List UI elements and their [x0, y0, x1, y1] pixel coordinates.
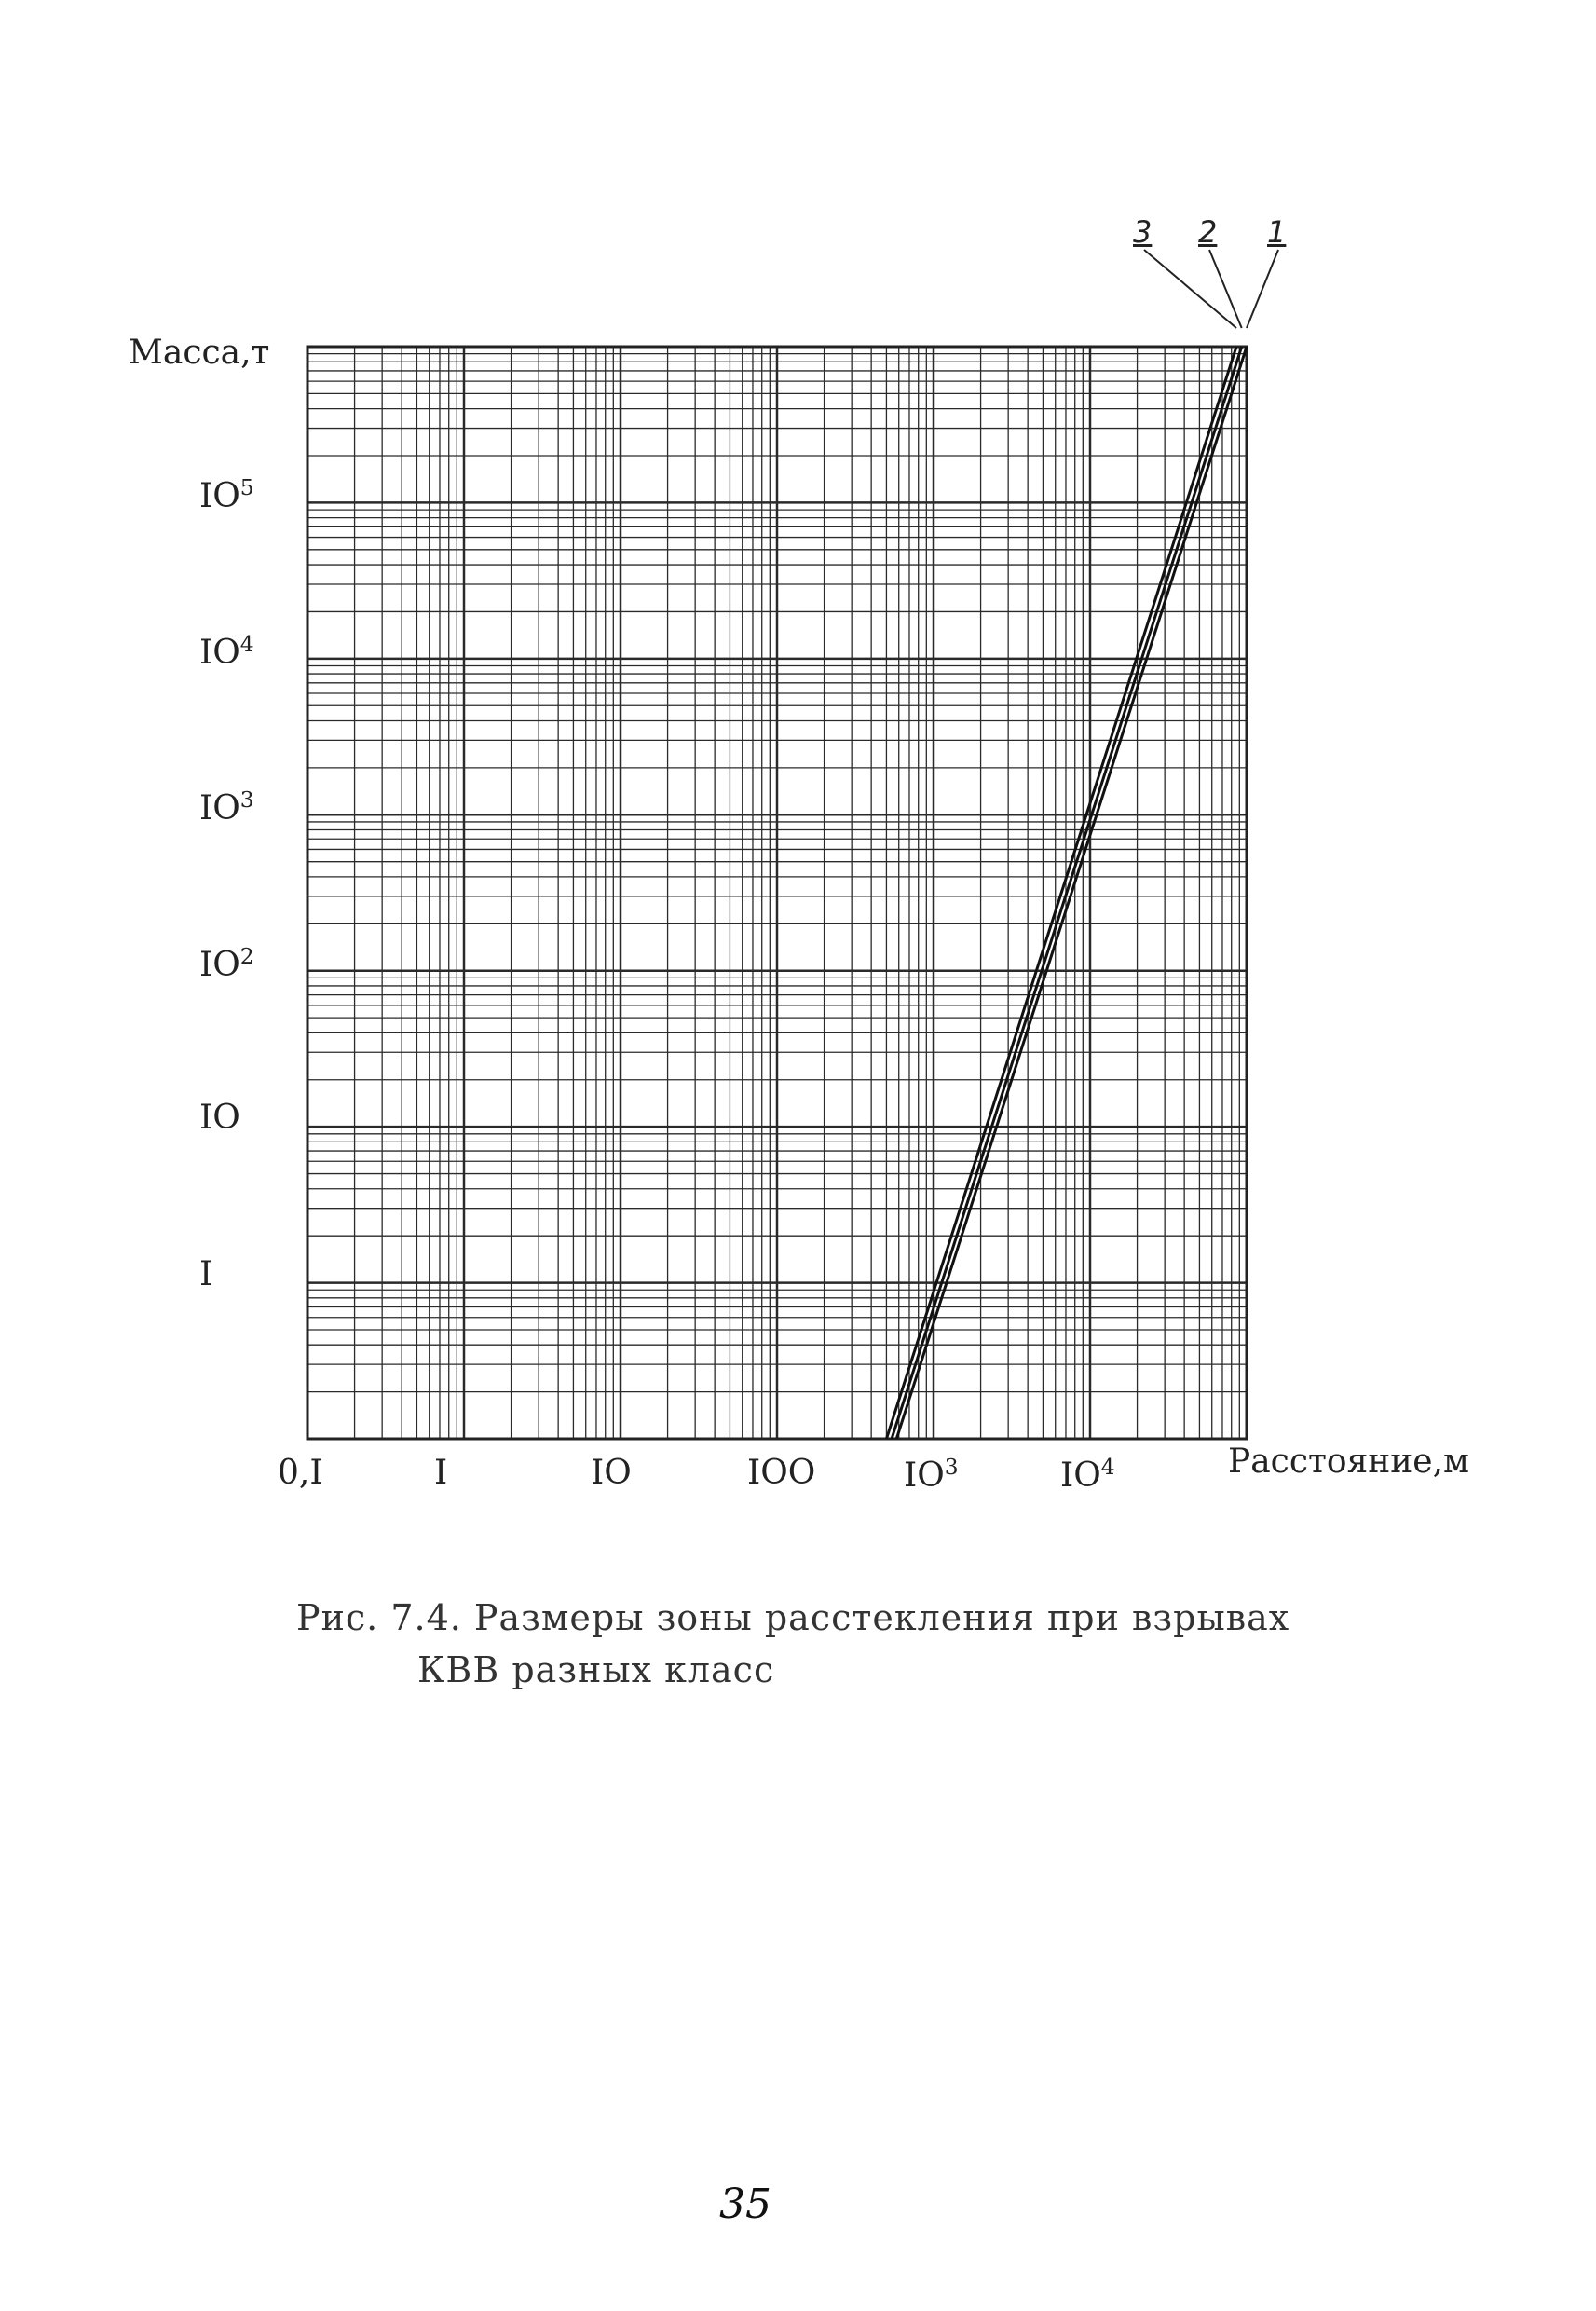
y-tick-label: $IO^4$: [199, 630, 254, 672]
curve-label-1: 1: [1267, 214, 1287, 250]
series-group: [886, 347, 1247, 1439]
y-tick-label: $IO^3$: [199, 786, 254, 828]
page-number: 35: [719, 2181, 771, 2228]
curve-leader-1: [1247, 250, 1278, 328]
curve-label-3: 3: [1133, 214, 1153, 250]
curve-label-2: 2: [1198, 214, 1218, 250]
y-axis-title: Масса,т: [129, 334, 270, 372]
y-tick-label: I: [199, 1254, 213, 1293]
x-tick-label: 0,I: [278, 1454, 323, 1492]
x-tick-label: IO: [591, 1454, 632, 1492]
x-axis-title: Расстояние,м: [1228, 1443, 1470, 1481]
x-tick-label: I: [434, 1454, 448, 1492]
y-tick-label: IO: [199, 1099, 240, 1138]
curve-leader-2: [1209, 250, 1242, 328]
figure-caption-line-1: Рис. 7.4. Размеры зоны расстекления при взрывах: [296, 1597, 1290, 1638]
y-tick-label: $IO^5$: [199, 474, 254, 516]
figure-caption-line-2: КВВ разных класс: [417, 1649, 775, 1690]
x-tick-label: IOO: [747, 1454, 816, 1492]
y-tick-label: $IO^2$: [199, 942, 254, 984]
curve-leader-3: [1144, 250, 1236, 328]
curve-label-leaders: [1144, 250, 1278, 328]
log-grid: [307, 347, 1247, 1439]
series-line-2: [892, 347, 1242, 1439]
x-tick-label: $IO^4$: [1060, 1454, 1115, 1495]
series-line-1: [896, 347, 1247, 1439]
x-tick-label: $IO^3$: [904, 1454, 959, 1495]
